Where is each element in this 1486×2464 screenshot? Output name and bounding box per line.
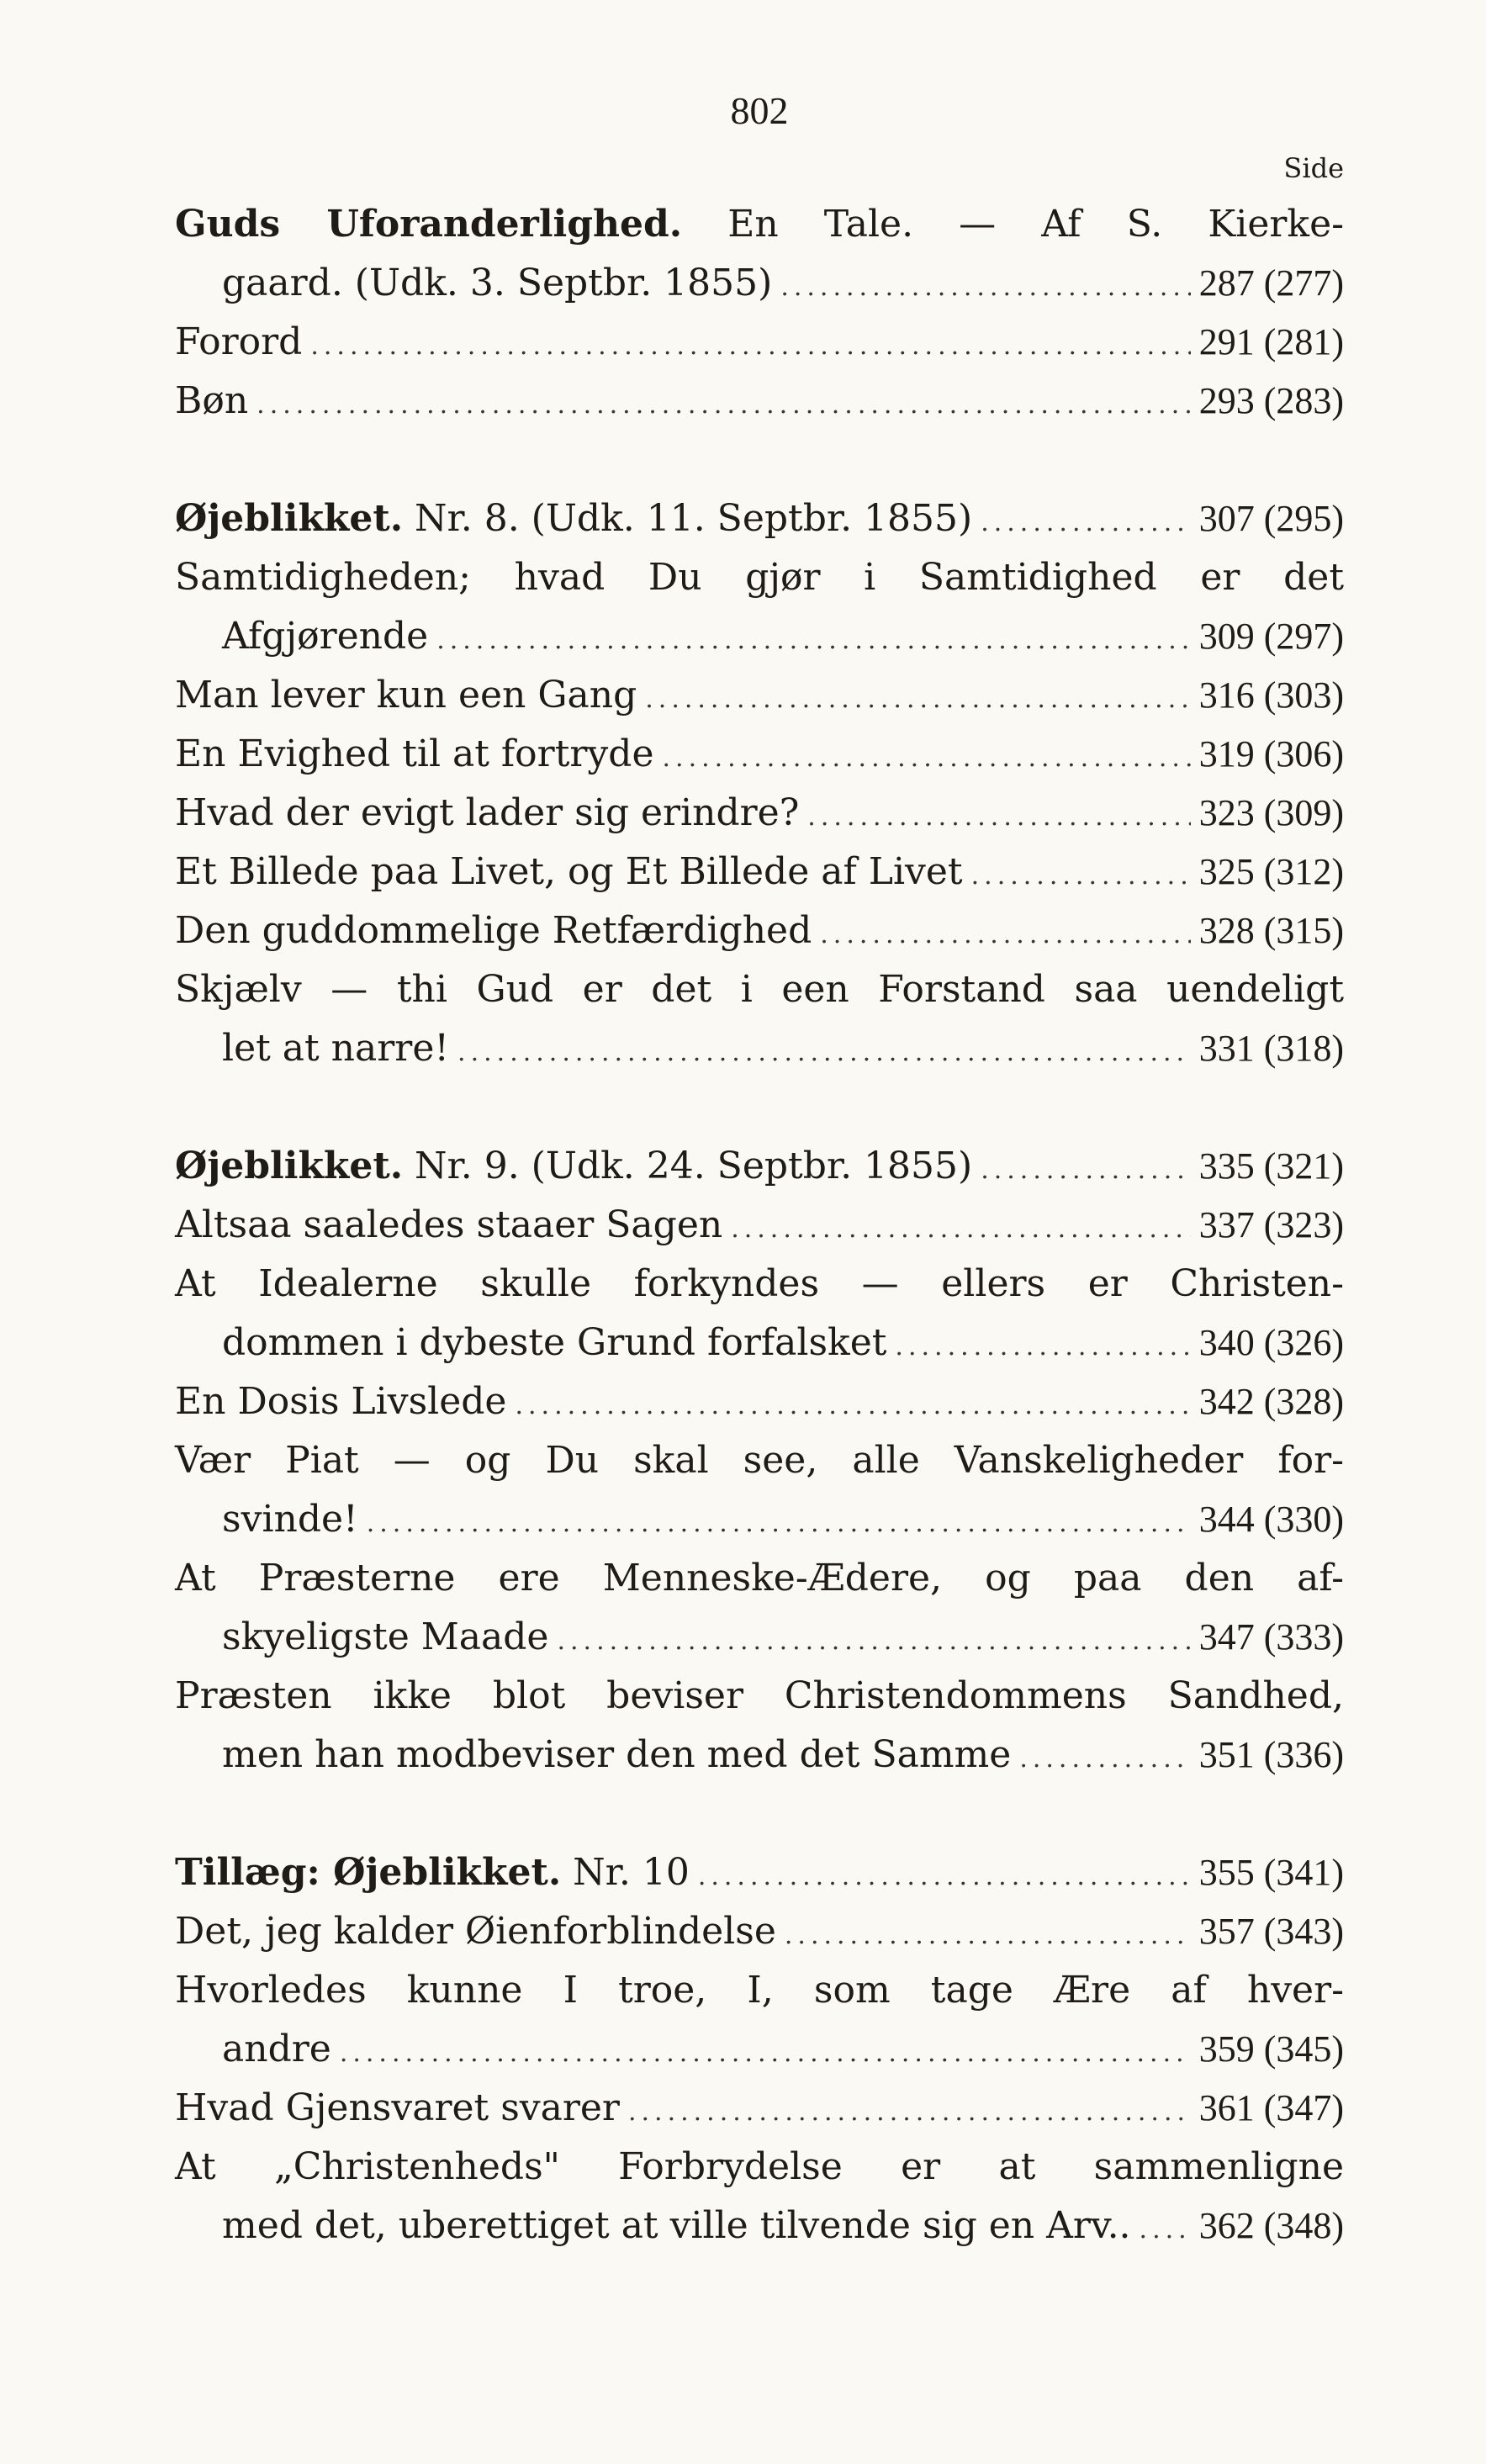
- toc-line-text: [175, 372, 248, 431]
- toc-page-ref: 355 (341): [1198, 1852, 1344, 1893]
- toc-heading: Øjeblikket.: [175, 1145, 404, 1187]
- toc-page-ref: 323 (309): [1198, 792, 1344, 833]
- toc-line: [175, 548, 1344, 607]
- dot-leader: [557, 1612, 1190, 1671]
- toc-line-text: [222, 607, 428, 666]
- toc-page-ref: 309 (297): [1198, 616, 1344, 657]
- toc-title: Skjælv — thi Gud er det i een Forstand saa uendeligt: [175, 968, 1344, 1011]
- toc-line-text: [175, 195, 1344, 254]
- toc-page-ref: 361 (347): [1198, 2087, 1344, 2128]
- toc-entry: [175, 902, 1344, 960]
- toc-entry: [175, 1255, 1344, 1372]
- dot-leader: [645, 670, 1190, 729]
- toc-line-text: [175, 2138, 1344, 2197]
- dot-leader: [628, 2083, 1191, 2142]
- toc-page-ref: 347 (333): [1198, 1616, 1344, 1658]
- dot-leader: [436, 611, 1190, 670]
- toc-title: Præsten ikke blot beviser Christendommens Sandhed,: [175, 1674, 1344, 1717]
- toc-page-ref: 357 (343): [1198, 1911, 1344, 1952]
- dot-leader: [340, 2024, 1191, 2083]
- toc-line: [175, 960, 1344, 1019]
- toc-title: Bøn: [175, 379, 249, 422]
- toc-title: med det, uberettiget at ville tilvende sig en Arv..: [222, 2204, 1131, 2247]
- toc-entry: [175, 1372, 1344, 1431]
- toc-page-ref: 344 (330): [1198, 1499, 1344, 1540]
- toc-line: [175, 2138, 1344, 2197]
- toc-entry: [175, 195, 1344, 313]
- toc-line: [175, 1961, 1344, 2020]
- toc-title: Nr. 10: [561, 1851, 690, 1894]
- toc-line: [175, 1196, 1344, 1255]
- dot-leader: [971, 847, 1191, 906]
- toc-line: [175, 195, 1344, 254]
- toc-line-text: [222, 2020, 331, 2079]
- toc-line: [175, 254, 1344, 313]
- toc-line: [175, 1372, 1344, 1431]
- toc-title: Det, jeg kalder Øienforblindelse: [175, 1910, 776, 1953]
- toc-title: Den guddommelige Retfærdighed: [175, 909, 812, 952]
- toc-page-ref: 287 (277): [1198, 262, 1344, 304]
- toc-section: [175, 1137, 1344, 1785]
- toc-line: [175, 2197, 1344, 2255]
- toc-line-text: [175, 1137, 972, 1196]
- toc-title: At Præsterne ere Menneske-Ædere, og paa den af-: [175, 1557, 1344, 1599]
- toc-page-ref: 319 (306): [1198, 733, 1344, 775]
- toc-title: En Evighed til at fortryde: [175, 732, 654, 775]
- toc-entry: [175, 1549, 1344, 1667]
- dot-leader: [698, 1848, 1191, 1906]
- toc-entry: [175, 960, 1344, 1078]
- toc-heading: Øjeblikket.: [175, 497, 404, 540]
- dot-leader: [256, 376, 1191, 435]
- toc-entry: [175, 1667, 1344, 1785]
- toc-entry: [175, 313, 1344, 372]
- toc-line: [175, 2020, 1344, 2079]
- toc-line-text: [222, 1019, 449, 1078]
- toc-section: [175, 1843, 1344, 2255]
- toc-entry: [175, 666, 1344, 725]
- toc-line-text: [175, 725, 654, 784]
- toc-page-ref: 335 (321): [1198, 1145, 1344, 1187]
- toc-entry: [175, 1902, 1344, 1961]
- toc-line-text: [222, 254, 772, 313]
- toc-line-text: [175, 1667, 1344, 1726]
- dot-leader: [981, 494, 1190, 553]
- toc-title: Nr. 9. (Udk. 24. Septbr. 1855): [403, 1145, 973, 1187]
- toc-line: [175, 372, 1344, 431]
- toc-line: [175, 902, 1344, 960]
- toc-line-text: [175, 784, 799, 843]
- toc-line: [175, 666, 1344, 725]
- toc-line: [175, 1490, 1344, 1549]
- toc-entry: [175, 1843, 1344, 1902]
- toc-page-ref: 293 (283): [1198, 380, 1344, 421]
- toc-line: [175, 1019, 1344, 1078]
- toc-title: At Idealerne skulle forkyndes — ellers er Christen-: [175, 1262, 1344, 1305]
- dot-leader: [731, 1200, 1190, 1259]
- toc-line: [175, 1667, 1344, 1726]
- toc-entry: [175, 1196, 1344, 1255]
- toc-line: [175, 1549, 1344, 1608]
- toc-sections: [175, 195, 1344, 2314]
- dot-leader: [785, 1906, 1191, 1965]
- toc-line: [175, 1726, 1344, 1785]
- toc-entry: [175, 843, 1344, 902]
- toc-page-ref: 351 (336): [1198, 1734, 1344, 1775]
- toc-line: [175, 1137, 1344, 1196]
- toc-line: [175, 1608, 1344, 1667]
- toc-title: let at narre!: [222, 1027, 450, 1070]
- toc-line-text: [222, 1490, 358, 1549]
- toc-page-ref: 337 (323): [1198, 1204, 1344, 1245]
- toc-line-text: [175, 1196, 722, 1255]
- toc-line: [175, 843, 1344, 902]
- toc-title: dommen i dybeste Grund forfalsket: [222, 1321, 887, 1364]
- dot-leader: [807, 788, 1190, 847]
- toc-entry: [175, 2079, 1344, 2138]
- toc-heading: Tillæg: Øjeblikket.: [175, 1851, 562, 1894]
- toc-entry: [175, 372, 1344, 431]
- toc-line-text: [175, 1961, 1344, 2020]
- toc-title: Forord: [175, 320, 303, 363]
- toc-page-ref: 362 (348): [1198, 2205, 1344, 2246]
- toc-page-ref: 359 (345): [1198, 2028, 1344, 2070]
- toc-page-ref: 307 (295): [1198, 498, 1344, 539]
- toc-page-ref: 342 (328): [1198, 1381, 1344, 1422]
- toc-line-text: [175, 2079, 620, 2138]
- dot-leader: [457, 1023, 1191, 1082]
- toc-title: Hvorledes kunne I troe, I, som tage Ære af hver-: [175, 1969, 1344, 2012]
- toc-title: Hvad Gjensvaret svarer: [175, 2086, 620, 2129]
- toc-entry: [175, 2138, 1344, 2255]
- toc-title: men han modbeviser den med det Samme: [222, 1733, 1012, 1776]
- dot-leader: [515, 1377, 1190, 1436]
- toc-page-ref: 316 (303): [1198, 674, 1344, 716]
- toc-section: [175, 489, 1344, 1078]
- toc-entry: [175, 784, 1344, 843]
- toc-line: [175, 1431, 1344, 1490]
- toc-line-text: [175, 313, 302, 372]
- toc-line-text: [175, 548, 1344, 607]
- toc-line: [175, 313, 1344, 372]
- dot-leader: [310, 317, 1190, 376]
- toc-line: [175, 784, 1344, 843]
- toc-page-ref: 331 (318): [1198, 1028, 1344, 1069]
- toc-line: [175, 1314, 1344, 1372]
- toc-entry: [175, 725, 1344, 784]
- toc-title: skyeligste Maade: [222, 1615, 549, 1658]
- toc-section: [175, 195, 1344, 431]
- toc-title: En Dosis Livslede: [175, 1380, 507, 1423]
- toc-line-text: [175, 843, 963, 902]
- toc-page-ref: 328 (315): [1198, 910, 1344, 951]
- dot-leader: [981, 1141, 1190, 1200]
- toc-line-text: [175, 489, 972, 548]
- toc-title: andre: [222, 2028, 331, 2070]
- toc-page-ref: 325 (312): [1198, 851, 1344, 892]
- toc-line-text: [222, 1314, 886, 1372]
- toc-line: [175, 1255, 1344, 1314]
- toc-line-text: [175, 960, 1344, 1019]
- toc-title: Nr. 8. (Udk. 11. Septbr. 1855): [403, 497, 973, 540]
- toc-title: svinde!: [222, 1498, 358, 1541]
- dot-leader: [1140, 2201, 1191, 2260]
- toc-line: [175, 607, 1344, 666]
- toc-entry: [175, 1137, 1344, 1196]
- toc-page-ref: 340 (326): [1198, 1322, 1344, 1363]
- toc-title: Vær Piat — og Du skal see, alle Vanskeligheder for-: [175, 1439, 1344, 1482]
- toc-title: En Tale. — Af S. Kierke-: [682, 203, 1344, 246]
- toc-entry: [175, 1431, 1344, 1549]
- toc-line: [175, 489, 1344, 548]
- toc-heading: Guds Uforanderlighed.: [175, 203, 683, 246]
- toc-line-text: [175, 1372, 506, 1431]
- toc-line-text: [175, 1843, 690, 1902]
- toc-title: Et Billede paa Livet, og Et Billede af Livet: [175, 850, 963, 893]
- toc-line-text: [175, 902, 812, 960]
- dot-leader: [780, 258, 1190, 317]
- dot-leader: [895, 1318, 1190, 1377]
- toc-title: Hvad der evigt lader sig erindre?: [175, 791, 800, 834]
- column-header-side: Side: [1283, 152, 1344, 184]
- toc-line: [175, 1843, 1344, 1902]
- toc-line-text: [222, 1608, 548, 1667]
- toc-line: [175, 2079, 1344, 2138]
- toc-line-text: [222, 1726, 1011, 1785]
- toc-line-text: [175, 1255, 1344, 1314]
- dot-leader: [1019, 1730, 1190, 1789]
- toc-line-text: [222, 2197, 1131, 2255]
- toc-title: gaard. (Udk. 3. Septbr. 1855): [222, 262, 773, 304]
- toc-entry: [175, 548, 1344, 666]
- toc-title: Samtidigheden; hvad Du gjør i Samtidighed er det: [175, 556, 1344, 599]
- toc-title: Man lever kun een Gang: [175, 674, 637, 716]
- toc-line: [175, 1902, 1344, 1961]
- toc-page-ref: 291 (281): [1198, 321, 1344, 362]
- toc-entry: [175, 1961, 1344, 2079]
- toc-entry: [175, 489, 1344, 548]
- toc-line-text: [175, 1431, 1344, 1490]
- toc-title: At „Christenheds" Forbrydelse er at sammenligne: [175, 2145, 1344, 2188]
- toc-line-text: [175, 1902, 776, 1961]
- toc-title: Altsaa saaledes staaer Sagen: [175, 1203, 723, 1246]
- dot-leader: [367, 1494, 1191, 1553]
- toc-title: Afgjørende: [222, 615, 429, 658]
- dot-leader: [820, 906, 1190, 965]
- toc-line-text: [175, 666, 637, 725]
- dot-leader: [663, 729, 1191, 788]
- page-number: 802: [730, 89, 789, 132]
- toc-line-text: [175, 1549, 1344, 1608]
- toc-line: [175, 725, 1344, 784]
